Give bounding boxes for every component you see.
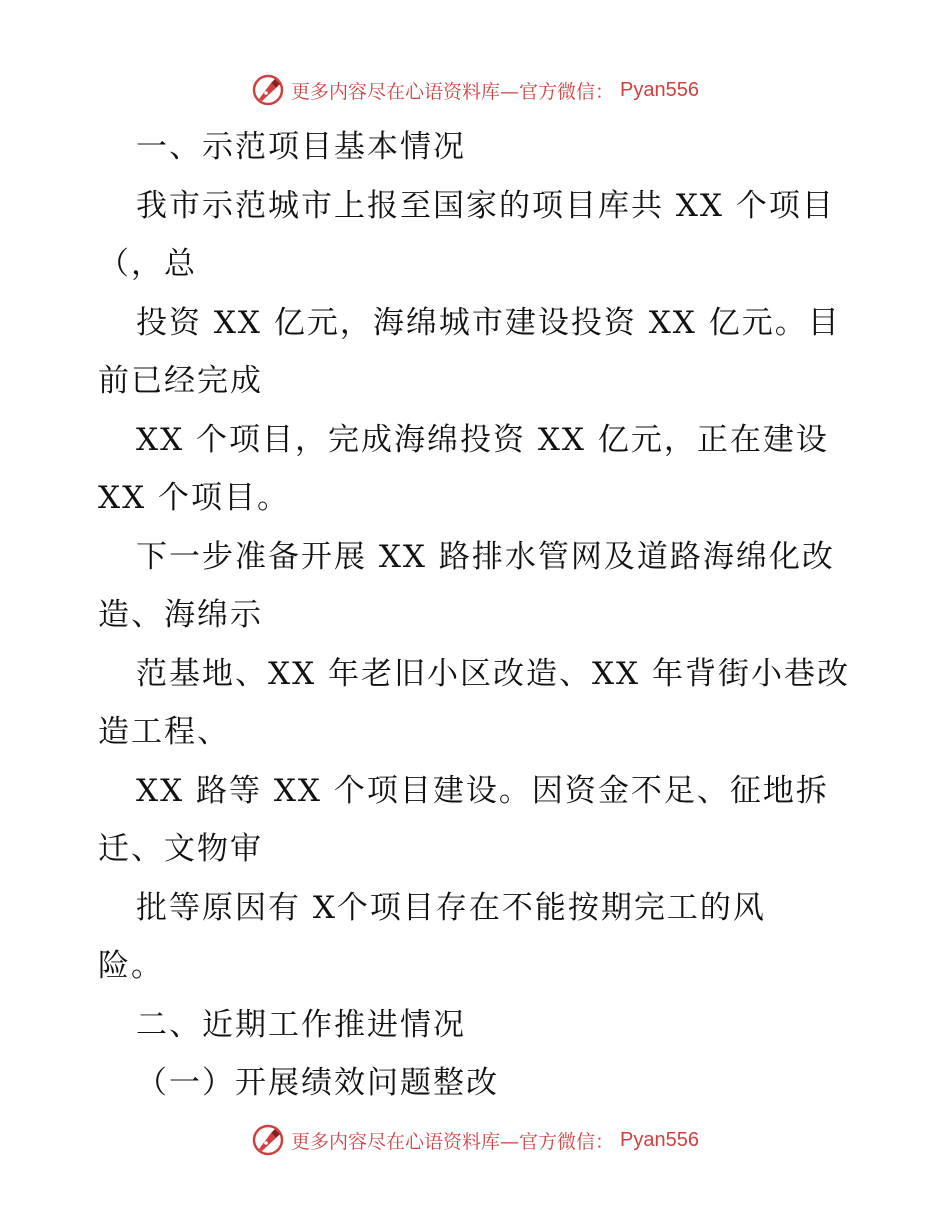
header-watermark (0, 70, 950, 110)
paragraph-line: 投资 XX 亿元，海绵城市建设投资 XX 亿元。目 (136, 304, 841, 341)
pen-nib-logo-icon (251, 1123, 285, 1157)
paragraph-line: 我市示范城市上报至国家的项目库共 XX 个项目 (136, 187, 835, 224)
paragraph-line: 批等原因有 X个项目存在不能按期完工的风 (136, 889, 766, 926)
paragraph-line: 造工程、 (98, 714, 230, 750)
paragraph-line: （，总 (98, 246, 197, 282)
paragraph-line: XX 个项目，完成海绵投资 XX 亿元，正在建设 (136, 421, 829, 458)
paragraph-line: 迁、文物审 (98, 831, 263, 867)
paragraph-line: 险。 (98, 948, 164, 984)
watermark-handle: Pyan556 (620, 78, 699, 101)
document-body (98, 118, 888, 1113)
watermark-text: 更多内容尽在心语资料库—官方微信： (291, 1130, 615, 1153)
paragraph-line: 前已经完成 (98, 363, 263, 399)
section-heading-1: 一、示范项目基本情况 (136, 129, 466, 165)
paragraph-line: XX 路等 XX 个项目建设。因资金不足、征地拆 (136, 772, 829, 809)
pen-nib-logo-icon (251, 73, 285, 107)
paragraph-line: XX 个项目。 (98, 480, 290, 516)
paragraph-line: 范基地、XX 年老旧小区改造、XX 年背街小巷改 (136, 655, 850, 692)
footer-watermark (0, 1120, 950, 1160)
subsection-heading: （一）开展绩效问题整改 (136, 1065, 499, 1101)
paragraph-line: 造、海绵示 (98, 597, 263, 633)
paragraph-line: 下一步准备开展 XX 路排水管网及道路海绵化改 (136, 538, 835, 575)
watermark-text: 更多内容尽在心语资料库—官方微信： (291, 80, 615, 103)
watermark-handle: Pyan556 (620, 1128, 699, 1151)
section-heading-2: 二、近期工作推进情况 (136, 1006, 466, 1043)
